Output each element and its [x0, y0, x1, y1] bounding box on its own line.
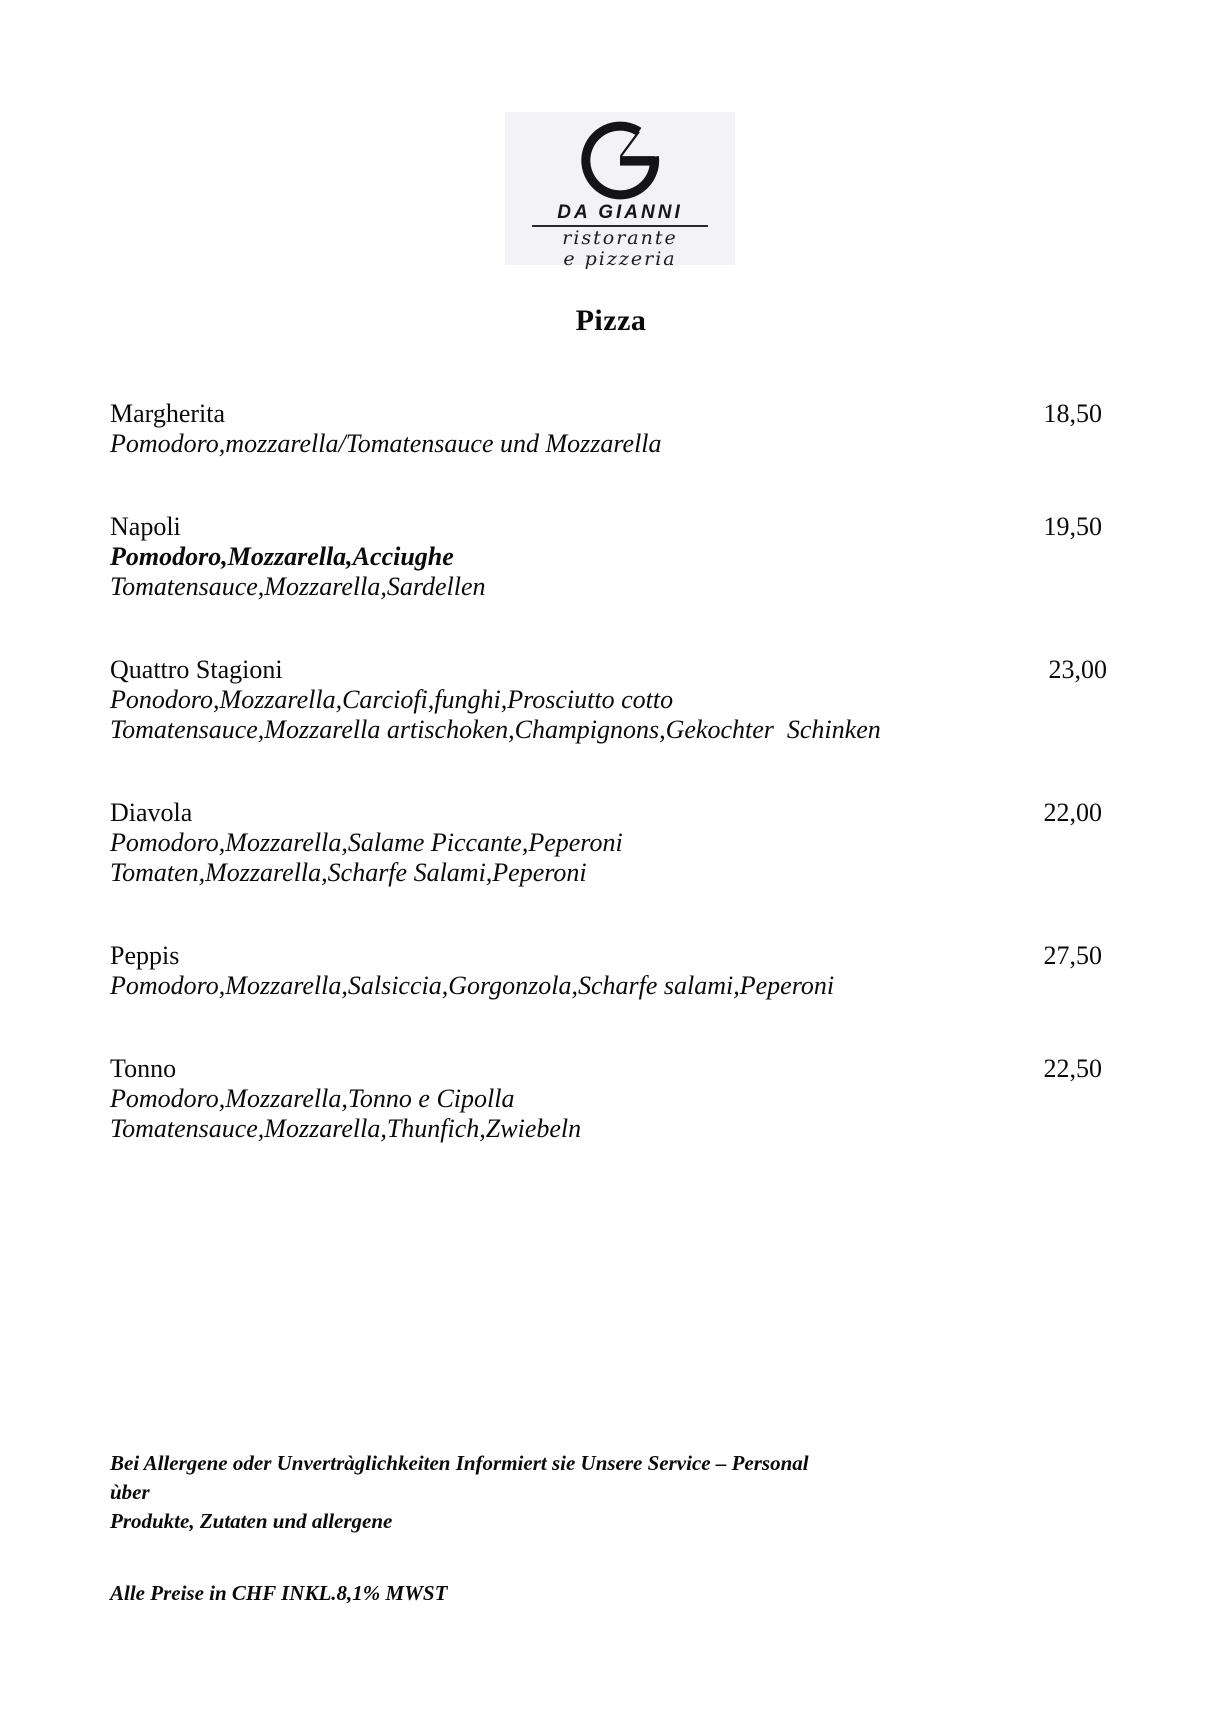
item-description-italian: Pomodoro,Mozzarella,Tonno e Cipolla	[110, 1084, 515, 1113]
item-description-german: Tomatensauce,Mozzarella,Thunfich,Zwiebeln	[110, 1114, 582, 1143]
item-description: Pomodoro,Mozzarella,Salsiccia,Gorgonzola,Scharfe salami,Peperoni	[110, 971, 835, 1000]
item-description: Pomodoro,mozzarella/Tomatensauce und Mozzarella	[110, 429, 662, 458]
allergy-notice-line1: Bei Allergene oder Unvertràglichkeiten Informiert sie Unsere Service – Personal ùber	[110, 1451, 809, 1504]
menu-items-list	[110, 399, 1107, 1144]
item-name: Tonno	[110, 1054, 177, 1083]
item-head	[110, 655, 1107, 685]
item-head	[110, 512, 1102, 542]
item-name: Margherita	[110, 399, 226, 428]
restaurant-logo	[505, 112, 735, 270]
item-description-german: Tomatensauce,Mozzarella artischoken,Champignons,Gekochter Schinken	[110, 715, 881, 744]
page-title: Pizza	[575, 304, 647, 337]
item-price: 27,50	[1043, 941, 1102, 970]
item-price: 22,50	[1043, 1054, 1102, 1083]
item-description-german: Tomatensauce,Mozzarella,Sardellen	[110, 572, 486, 601]
menu-item-peppis	[110, 941, 1102, 1001]
item-name: Diavola	[110, 798, 193, 827]
menu-item-diavola	[110, 798, 1102, 888]
logo-script-ristorante: ristorante	[562, 227, 678, 249]
item-price: 23,00	[1048, 655, 1107, 684]
item-description-german: Tomaten,Mozzarella,Scharfe Salami,Peperoni	[110, 858, 587, 887]
item-name: Peppis	[110, 941, 180, 970]
item-head	[110, 941, 1102, 971]
logo-brand-name: DA GIANNI	[557, 202, 683, 223]
item-description-italian: Pomodoro,Mozzarella,Salame Piccante,Peperoni	[110, 828, 623, 857]
vat-notice: Alle Preise in CHF INKL.8,1% MWST	[110, 1581, 448, 1605]
item-head	[110, 798, 1102, 828]
menu-item-napoli	[110, 512, 1102, 602]
item-price: 22,00	[1043, 798, 1102, 827]
item-description-italian: Ponodoro,Mozzarella,Carciofi,funghi,Prosciutto cotto	[110, 685, 674, 714]
menu-item-margherita	[110, 399, 1102, 459]
item-name: Napoli	[110, 512, 181, 541]
menu-item-quattro-stagioni	[110, 655, 1107, 745]
item-price: 18,50	[1043, 399, 1102, 428]
logo-script-pizzeria: e pizzeria	[563, 248, 677, 270]
item-description-italian: Pomodoro,Mozzarella,Acciughe	[110, 542, 454, 571]
item-price: 19,50	[1043, 512, 1102, 541]
item-head	[110, 1054, 1102, 1084]
item-name: Quattro Stagioni	[110, 655, 283, 684]
g-monogram-icon	[574, 117, 666, 203]
item-head	[110, 399, 1102, 429]
allergy-notice	[110, 1449, 810, 1536]
allergy-notice-line2: Produkte, Zutaten und allergene	[110, 1509, 393, 1533]
menu-item-tonno	[110, 1054, 1102, 1144]
